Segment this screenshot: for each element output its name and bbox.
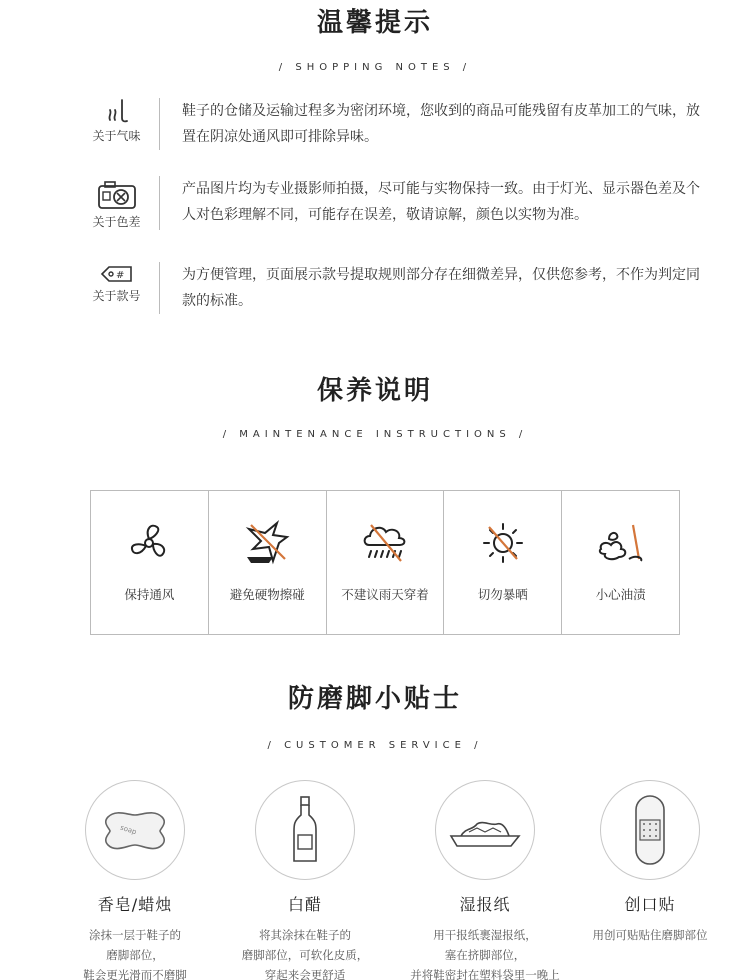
tip-vinegar-line-2: 磨脚部位，可软化皮质， xyxy=(241,948,369,962)
tag-icon xyxy=(100,264,134,284)
tip-vinegar xyxy=(220,780,390,980)
tip-band-aid xyxy=(565,780,735,945)
maint-no-sun-label: 切勿暴晒 xyxy=(477,587,528,602)
note-style-number-text: 为方便管理，页面展示款号提取规则部分存在细微差异，仅供您参考，不作为判定同款的标准。 xyxy=(182,267,700,309)
tip-soap-line-1: 涂抹一层于鞋子的 xyxy=(89,928,181,942)
note-smell-left xyxy=(80,98,160,150)
tip-band-aid-desc xyxy=(565,925,735,945)
tips-title: 防磨脚小贴士 xyxy=(287,684,462,714)
maintenance-title: 保养说明 xyxy=(316,376,433,406)
tip-vinegar-line-1: 将其涂抹在鞋子的 xyxy=(259,928,351,942)
no-sun-icon xyxy=(479,519,527,567)
svg-text:soap: soap xyxy=(119,823,138,837)
tip-soap-name: 香皂/蜡烛 xyxy=(97,895,173,914)
maintenance-subtitle: / MAINTENANCE INSTRUCTIONS / xyxy=(222,429,528,440)
band-aid-icon xyxy=(633,794,667,866)
no-rain-icon xyxy=(359,519,411,567)
tip-band-aid-line-1: 用创可贴贴住磨脚部位 xyxy=(592,928,708,942)
tips-subtitle: / CUSTOMER SERVICE / xyxy=(267,740,483,751)
maint-no-rain xyxy=(327,491,445,634)
tip-soap-circle xyxy=(85,780,185,880)
smell-icon xyxy=(100,98,134,124)
maint-no-hard-objects xyxy=(209,491,327,634)
tip-soap-line-3: 鞋会更光滑而不磨脚 xyxy=(83,968,187,980)
tip-band-aid-circle xyxy=(600,780,700,880)
note-color-label: 关于色差 xyxy=(92,215,141,229)
maint-no-hard-objects-label: 避免硬物擦碰 xyxy=(229,587,305,602)
tip-vinegar-name: 白醋 xyxy=(287,895,322,914)
tip-newspaper-name: 湿报纸 xyxy=(459,895,511,914)
tip-soap-desc xyxy=(50,925,220,980)
tip-soap xyxy=(50,780,220,980)
tip-vinegar-desc xyxy=(220,925,390,980)
maint-oil-stain-label: 小心油渍 xyxy=(595,587,646,602)
svg-text:#: # xyxy=(115,270,124,281)
tip-band-aid-name: 创口贴 xyxy=(624,895,676,914)
wet-newspaper-icon xyxy=(447,810,523,850)
tip-newspaper xyxy=(400,780,570,980)
maint-ventilate-label: 保持通风 xyxy=(124,587,175,602)
note-smell-label: 关于气味 xyxy=(92,129,141,143)
tip-soap-line-2: 磨脚部位， xyxy=(106,948,164,962)
note-color xyxy=(80,176,720,230)
notes-title: 温馨提示 xyxy=(316,8,433,38)
maint-oil-stain xyxy=(562,491,679,634)
note-color-text: 产品图片均为专业摄影师拍摄，尽可能与实物保持一致。由于灯光、显示器色差及个人对色彩理解不同，可能存在误差，敬请谅解，颜色以实物为准。 xyxy=(182,181,700,223)
note-style-number-label: 关于款号 xyxy=(92,289,141,303)
maint-no-rain-label: 不建议雨天穿着 xyxy=(341,587,429,602)
tip-newspaper-line-2: 塞在挤脚部位， xyxy=(444,948,526,962)
tip-newspaper-circle xyxy=(435,780,535,880)
note-smell xyxy=(80,98,720,150)
note-color-left xyxy=(80,176,160,230)
maint-no-sun xyxy=(444,491,562,634)
tip-newspaper-desc xyxy=(400,925,570,980)
maintenance-grid xyxy=(90,490,680,635)
tip-newspaper-line-3: 并将鞋密封在塑料袋里一晚上 xyxy=(410,968,560,980)
note-style-number xyxy=(80,262,720,314)
no-hard-objects-icon xyxy=(243,519,291,567)
fan-icon xyxy=(125,519,173,567)
vinegar-bottle-icon xyxy=(290,795,320,865)
tip-newspaper-line-1: 用干报纸裹湿报纸， xyxy=(433,928,537,942)
note-style-number-left xyxy=(80,262,160,314)
camera-icon xyxy=(97,180,137,210)
maint-ventilate xyxy=(91,491,209,634)
note-smell-text: 鞋子的仓储及运输过程多为密闭环境，您收到的商品可能残留有皮革加工的气味，放置在阴凉处通风即可排除异味。 xyxy=(182,103,700,145)
soap-icon xyxy=(100,807,170,853)
oil-stain-icon xyxy=(595,519,647,567)
tip-vinegar-line-3: 穿起来会更舒适 xyxy=(264,968,346,980)
notes-subtitle: / SHOPPING NOTES / xyxy=(278,62,472,73)
tip-vinegar-circle xyxy=(255,780,355,880)
